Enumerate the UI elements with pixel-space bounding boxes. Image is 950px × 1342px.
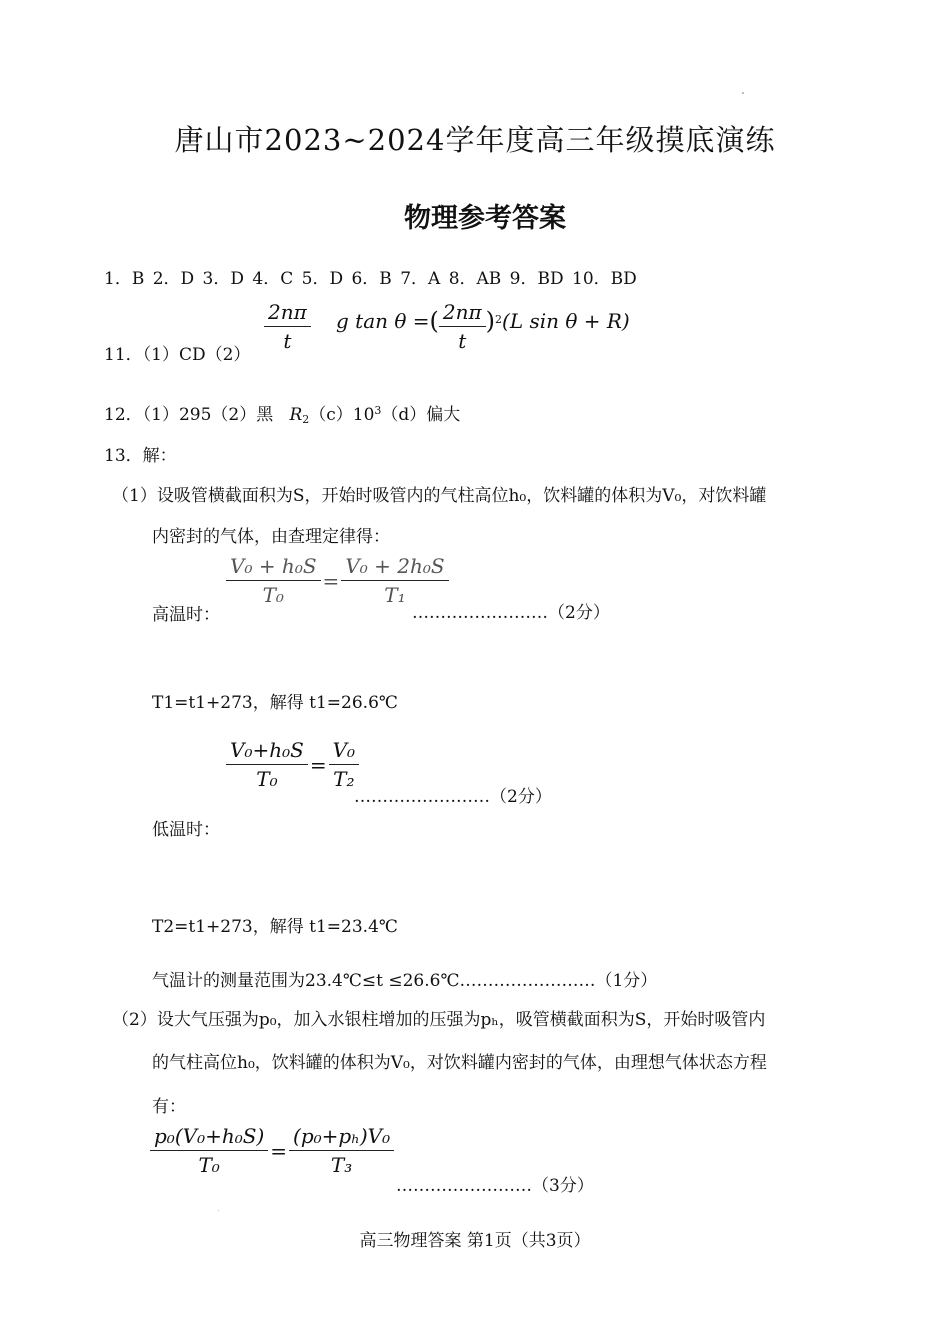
q11-frac1-den: t	[283, 329, 292, 353]
q12-mid: （c）10	[309, 405, 375, 425]
answers-1-10: 1．B 2．D 3．D 4．C 5．D 6．B 7．A 8．AB 9．BD 10．BD	[104, 269, 637, 289]
q11-frac2-den: t	[458, 329, 467, 353]
eq2-den-right: T₂	[333, 767, 355, 791]
eq1-equals: =	[322, 568, 340, 593]
page-footer: 高三物理答案 第1页（共3页）	[359, 1231, 591, 1251]
eq3-den-left: T₀	[198, 1153, 220, 1177]
q13-part2-line2: 的气柱高位h₀，饮料罐的体积为V₀，对饮料罐内密封的气体，由理想气体状态方程	[152, 1053, 767, 1073]
scan-speck	[742, 92, 744, 94]
measurement-range: 气温计的测量范围为23.4℃≤t ≤26.6℃……………………（1分）	[152, 971, 658, 991]
q12-r: R	[289, 405, 303, 425]
eq1-den-right: T₁	[384, 583, 406, 607]
q11-frac2-num: 2nπ	[439, 300, 486, 327]
q11-label: 11．（1）CD（2）	[104, 345, 251, 365]
eq2-den-left: T₀	[256, 767, 278, 791]
q13-part2-line3: 有：	[152, 1097, 186, 1117]
t2-result: T2=t1+273，解得 t1=23.4℃	[152, 917, 398, 937]
q11-answer-fraction	[264, 300, 311, 353]
q11-paren-close: )$^2$	[485, 306, 503, 335]
scan-speck	[218, 1210, 219, 1211]
q11-eq-right: (L sin θ + R)	[502, 308, 630, 333]
eq3-num-right: (p₀+pₕ)V₀	[289, 1124, 394, 1151]
eq3-den-right: T₃	[330, 1153, 353, 1177]
document-title: 唐山市2023~2024学年度高三年级摸底演练	[174, 123, 776, 157]
eq3-score: ……………………（3分）	[396, 1176, 594, 1196]
q13-part1-line2: 内密封的气体，由查理定律得：	[152, 527, 390, 547]
q12-answer	[104, 400, 460, 426]
q12-pre: 12．（1）295（2）黑	[104, 405, 274, 425]
low-temp-equation	[226, 738, 359, 791]
q12-post: （d）偏大	[381, 405, 461, 425]
eq3-num-left: p₀(V₀+h₀S)	[150, 1124, 268, 1151]
high-temp-label: 高温时：	[152, 605, 220, 625]
q13-label: 13．解：	[104, 446, 177, 466]
t1-result: T1=t1+273，解得 t1=26.6℃	[152, 693, 398, 713]
q13-part2-line1: （2）设大气压强为p₀，加入水银柱增加的压强为pₕ，吸管横截面积为S，开始时吸管内	[112, 1010, 766, 1030]
document-subtitle: 物理参考答案	[404, 203, 566, 234]
q11-paren-open: (	[429, 306, 439, 335]
eq1-score: ……………………（2分）	[412, 603, 610, 623]
eq2-score: ……………………（2分）	[354, 787, 552, 807]
eq2-num-left: V₀+h₀S	[226, 738, 308, 765]
eq1-den-left: T₀	[262, 583, 284, 607]
eq2-equals: =	[309, 752, 327, 777]
eq1-num-right: V₀ + 2h₀S	[341, 554, 448, 581]
low-temp-label: 低温时：	[152, 820, 220, 840]
q11-eq-left: g tan θ =	[336, 308, 430, 333]
eq2-num-right: V₀	[329, 738, 359, 765]
eq1-num-left: V₀ + h₀S	[226, 554, 321, 581]
q11-equation	[336, 300, 630, 353]
gas-state-equation	[150, 1124, 394, 1177]
q11-frac1-num: 2nπ	[264, 300, 311, 327]
q13-part1-line1: （1）设吸管横截面积为S，开始时吸管内的气柱高位h₀，饮料罐的体积为V₀，对饮料罐	[112, 486, 767, 506]
eq3-equals: =	[270, 1138, 288, 1163]
q12-r-sub: 2	[302, 413, 310, 426]
q12-sup: 3	[374, 404, 382, 417]
